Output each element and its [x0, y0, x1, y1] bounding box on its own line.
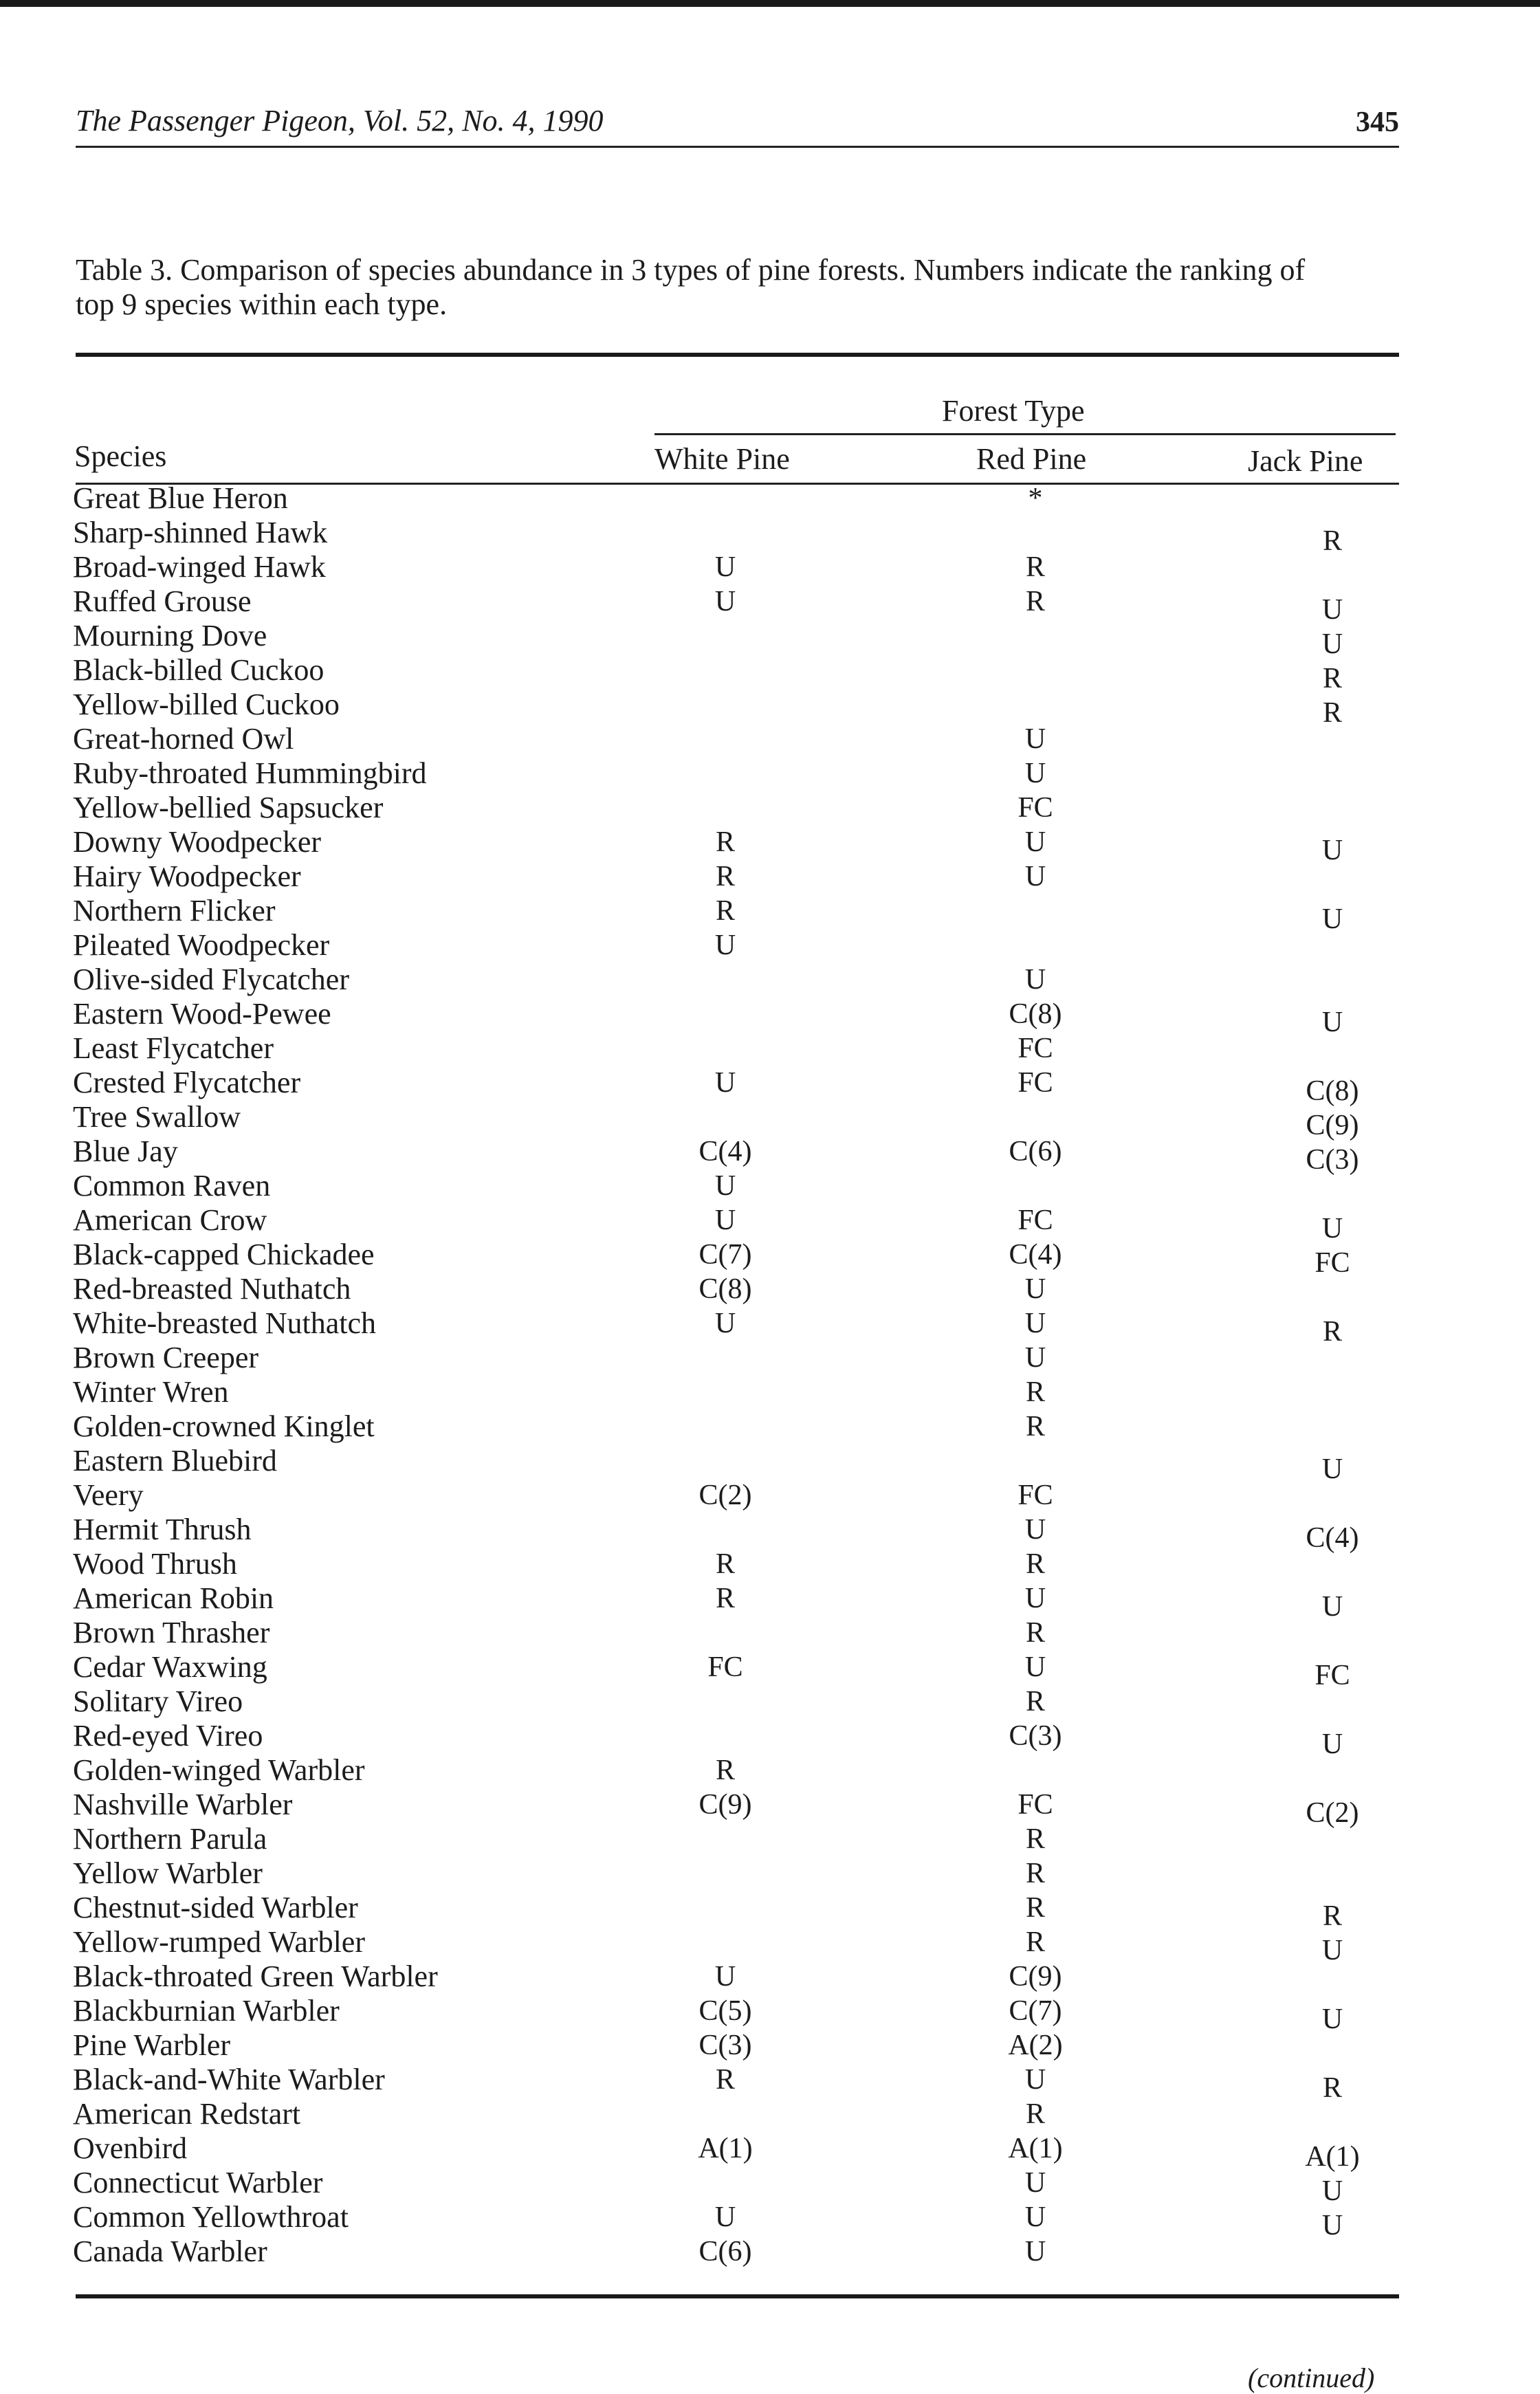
species-name: Winter Wren — [73, 1375, 229, 1409]
table-row — [0, 1444, 1540, 1485]
white-pine-cell: R — [715, 826, 735, 858]
table-row — [0, 516, 1540, 557]
red-pine-cell: U — [1024, 861, 1046, 892]
red-pine-cell: A(2) — [1008, 2030, 1063, 2061]
table-row — [0, 1650, 1540, 1691]
jack-pine-cell: R — [1322, 2072, 1342, 2104]
table-row — [0, 1581, 1540, 1623]
table-row — [0, 1134, 1540, 1176]
table-row — [0, 619, 1540, 660]
table-row — [0, 722, 1540, 756]
species-name: Veery — [73, 1478, 144, 1512]
species-name: Red-breasted Nuthatch — [73, 1272, 351, 1306]
table-row — [0, 1272, 1540, 1306]
table-row — [0, 756, 1540, 791]
species-name: Pine Warbler — [73, 2028, 231, 2062]
red-pine-cell: C(8) — [1009, 998, 1062, 1030]
table-row — [0, 1719, 1540, 1760]
table-row — [0, 481, 1540, 516]
species-name: Wood Thrush — [73, 1547, 237, 1581]
white-pine-cell: R — [715, 1583, 735, 1614]
species-name: Black-capped Chickadee — [73, 1238, 375, 1271]
table-row — [0, 1684, 1540, 1719]
table-row — [0, 688, 1540, 729]
table-row — [0, 1375, 1540, 1409]
jack-pine-cell: U — [1321, 628, 1343, 660]
table-row — [0, 1409, 1540, 1444]
species-name: Nashville Warbler — [73, 1788, 293, 1821]
table-row — [0, 1788, 1540, 1829]
species-name: Least Flycatcher — [73, 1031, 274, 1065]
red-pine-cell: U — [1024, 1308, 1046, 1339]
species-name: Yellow-rumped Warbler — [73, 1925, 365, 1959]
jack-pine-cell: U — [1321, 835, 1343, 866]
red-pine-cell: R — [1025, 1858, 1045, 1889]
white-pine-cell: FC — [707, 1651, 743, 1683]
table-row — [0, 859, 1540, 894]
table-caption: Table 3. Comparison of species abundance in 3 types of pine forests. Numbers indicate the ranking of top 9 species within each type. — [76, 253, 1306, 321]
table-row — [0, 1100, 1540, 1141]
jack-pine-cell: U — [1321, 2003, 1343, 2035]
species-name: Great-horned Owl — [73, 722, 294, 756]
species-name: Black-and-White Warbler — [73, 2063, 385, 2096]
species-name: Pileated Woodpecker — [73, 928, 330, 962]
journal-title: The Passenger Pigeon, Vol. 52, No. 4, 1990 — [76, 104, 604, 138]
jack-pine-cell: R — [1322, 1316, 1342, 1348]
jack-pine-cell: U — [1321, 1453, 1343, 1485]
species-name: Golden-winged Warbler — [73, 1753, 365, 1787]
red-pine-cell: C(7) — [1009, 1995, 1062, 2027]
red-pine-cell: R — [1025, 1926, 1045, 1958]
white-pine-cell: C(8) — [698, 1273, 752, 1305]
table-row — [0, 1891, 1540, 1932]
white-pine-cell: C(5) — [698, 1995, 752, 2027]
species-name: Eastern Bluebird — [73, 1444, 277, 1478]
red-pine-column-header: Red Pine — [976, 442, 1087, 476]
species-name: Solitary Vireo — [73, 1684, 243, 1718]
page-number: 345 — [1356, 107, 1399, 138]
jack-pine-cell: U — [1321, 1728, 1343, 1760]
table-row — [0, 1822, 1540, 1856]
red-pine-cell: * — [1028, 483, 1043, 514]
table-row — [0, 2234, 1540, 2269]
jack-pine-cell: U — [1321, 594, 1343, 626]
table-bottom-rule — [76, 2294, 1399, 2298]
species-name: Common Raven — [73, 1169, 271, 1203]
red-pine-cell: R — [1025, 551, 1045, 583]
red-pine-cell: U — [1024, 2064, 1046, 2096]
white-pine-cell: R — [715, 861, 735, 892]
red-pine-cell: FC — [1018, 1067, 1053, 1099]
species-name: Yellow Warbler — [73, 1856, 263, 1890]
table-row — [0, 791, 1540, 825]
red-pine-cell: U — [1024, 2236, 1046, 2267]
jack-pine-cell: R — [1322, 1900, 1342, 1932]
jack-pine-cell: U — [1321, 1935, 1343, 1966]
red-pine-cell: U — [1024, 723, 1046, 755]
jack-pine-cell: U — [1321, 1213, 1343, 1244]
jack-pine-column-header: Jack Pine — [1248, 444, 1363, 478]
white-pine-column-header: White Pine — [654, 442, 790, 476]
red-pine-cell: FC — [1018, 792, 1053, 824]
species-name: Chestnut-sided Warbler — [73, 1891, 358, 1924]
red-pine-cell: R — [1025, 1617, 1045, 1649]
jack-pine-cell: C(9) — [1306, 1110, 1359, 1141]
red-pine-cell: R — [1025, 2098, 1045, 2130]
table-row — [0, 1856, 1540, 1891]
white-pine-cell: U — [714, 551, 736, 583]
species-name: Sharp-shinned Hawk — [73, 516, 328, 549]
species-name: Olive-sided Flycatcher — [73, 963, 349, 996]
white-pine-cell: U — [714, 1067, 736, 1099]
white-pine-cell: U — [714, 2201, 736, 2233]
red-pine-cell: A(1) — [1008, 2133, 1063, 2164]
species-name: Yellow-billed Cuckoo — [73, 688, 340, 721]
red-pine-cell: C(3) — [1009, 1720, 1062, 1752]
species-name: Hermit Thrush — [73, 1513, 252, 1546]
jack-pine-cell: R — [1322, 525, 1342, 557]
jack-pine-cell: C(8) — [1306, 1075, 1359, 1107]
table-row — [0, 928, 1540, 963]
red-pine-cell: C(6) — [1009, 1136, 1062, 1167]
white-pine-cell: C(2) — [698, 1480, 752, 1511]
table-row — [0, 1994, 1540, 2035]
species-name: Golden-crowned Kinglet — [73, 1409, 375, 1443]
jack-pine-cell: FC — [1314, 1247, 1350, 1279]
jack-pine-cell: A(1) — [1305, 2141, 1360, 2173]
species-name: Tree Swallow — [73, 1100, 241, 1134]
red-pine-cell: FC — [1018, 1033, 1053, 1064]
species-name: Ovenbird — [73, 2131, 188, 2165]
red-pine-cell: U — [1024, 1514, 1046, 1546]
red-pine-cell: U — [1024, 1342, 1046, 1374]
species-name: Hairy Woodpecker — [73, 859, 301, 893]
jack-pine-cell: C(3) — [1306, 1144, 1359, 1176]
table-row — [0, 894, 1540, 935]
species-name: Black-billed Cuckoo — [73, 653, 324, 687]
white-pine-cell: U — [714, 1205, 736, 1236]
table-row — [0, 2063, 1540, 2104]
white-pine-cell: R — [715, 1755, 735, 1786]
white-pine-cell: R — [715, 1548, 735, 1580]
white-pine-cell: A(1) — [698, 2133, 753, 2164]
red-pine-cell: R — [1025, 1411, 1045, 1442]
white-pine-cell: U — [714, 930, 736, 961]
white-pine-cell: C(6) — [698, 2236, 752, 2267]
red-pine-cell: FC — [1018, 1480, 1053, 1511]
jack-pine-cell: U — [1321, 2175, 1343, 2207]
table-row — [0, 1169, 1540, 1203]
table-row — [0, 1478, 1540, 1513]
red-pine-cell: U — [1024, 758, 1046, 789]
table-row — [0, 653, 1540, 694]
species-name: Downy Woodpecker — [73, 825, 322, 859]
table-row — [0, 2166, 1540, 2207]
scan-top-edge — [0, 0, 1540, 7]
jack-pine-cell: U — [1321, 2210, 1343, 2241]
species-name: Ruffed Grouse — [73, 584, 252, 618]
red-pine-cell: R — [1025, 1548, 1045, 1580]
jack-pine-cell: C(2) — [1306, 1797, 1359, 1829]
red-pine-cell: U — [1024, 964, 1046, 996]
species-name: Ruby-throated Hummingbird — [73, 756, 427, 790]
white-pine-cell: C(4) — [698, 1136, 752, 1167]
table-top-rule — [76, 353, 1399, 357]
red-pine-cell: U — [1024, 1273, 1046, 1305]
species-name: Brown Thrasher — [73, 1616, 270, 1649]
jack-pine-cell: U — [1321, 1007, 1343, 1038]
jack-pine-cell: C(4) — [1306, 1522, 1359, 1554]
white-pine-cell: U — [714, 1308, 736, 1339]
jack-pine-cell: U — [1321, 1591, 1343, 1623]
forest-type-rule — [654, 433, 1396, 435]
white-pine-cell: U — [714, 1170, 736, 1202]
table-row — [0, 1031, 1540, 1066]
species-name: Broad-winged Hawk — [73, 550, 326, 584]
running-head — [76, 103, 1399, 147]
forest-type-header: Forest Type — [942, 394, 1085, 428]
species-name: Northern Flicker — [73, 894, 276, 927]
species-name: American Redstart — [73, 2097, 301, 2131]
jack-pine-cell: R — [1322, 663, 1342, 694]
table-row — [0, 1306, 1540, 1348]
species-name: Blackburnian Warbler — [73, 1994, 340, 2028]
species-name: Canada Warbler — [73, 2234, 267, 2268]
red-pine-cell: U — [1024, 2201, 1046, 2233]
white-pine-cell: C(3) — [698, 2030, 752, 2061]
species-name: Yellow-bellied Sapsucker — [73, 791, 384, 824]
species-name: American Crow — [73, 1203, 267, 1237]
table-row — [0, 584, 1540, 626]
table-row — [0, 1547, 1540, 1581]
red-pine-cell: R — [1025, 586, 1045, 617]
continued-note: (continued) — [1248, 2362, 1375, 2393]
white-pine-cell: U — [714, 1961, 736, 1992]
species-name: White-breasted Nuthatch — [73, 1306, 377, 1340]
table-row — [0, 1925, 1540, 1966]
red-pine-cell: R — [1025, 1823, 1045, 1855]
table-row — [0, 2097, 1540, 2131]
jack-pine-cell: FC — [1314, 1660, 1350, 1691]
species-name: Black-throated Green Warbler — [73, 1959, 438, 1993]
species-name: American Robin — [73, 1581, 274, 1615]
table-row — [0, 1513, 1540, 1554]
table-row — [0, 1238, 1540, 1279]
white-pine-cell: U — [714, 586, 736, 617]
red-pine-cell: U — [1024, 1651, 1046, 1683]
red-pine-cell: C(4) — [1009, 1239, 1062, 1271]
table-row — [0, 997, 1540, 1038]
red-pine-cell: U — [1024, 826, 1046, 858]
species-name: Mourning Dove — [73, 619, 267, 652]
table-row — [0, 1959, 1540, 1994]
table-row — [0, 2028, 1540, 2063]
table-row — [0, 2131, 1540, 2173]
red-pine-cell: R — [1025, 1686, 1045, 1717]
red-pine-cell: FC — [1018, 1205, 1053, 1236]
red-pine-cell: U — [1024, 1583, 1046, 1614]
white-pine-cell: C(9) — [698, 1789, 752, 1821]
species-name: Northern Parula — [73, 1822, 267, 1856]
species-name: Brown Creeper — [73, 1341, 259, 1374]
table-row — [0, 825, 1540, 866]
species-column-header: Species — [74, 439, 167, 473]
species-name: Eastern Wood-Pewee — [73, 997, 331, 1031]
white-pine-cell: R — [715, 2064, 735, 2096]
jack-pine-cell: R — [1322, 697, 1342, 729]
species-name: Crested Flycatcher — [73, 1066, 301, 1099]
table-row — [0, 963, 1540, 997]
red-pine-cell: R — [1025, 1892, 1045, 1924]
table-row — [0, 1616, 1540, 1650]
white-pine-cell: R — [715, 895, 735, 927]
species-name: Great Blue Heron — [73, 481, 288, 515]
white-pine-cell: C(7) — [698, 1239, 752, 1271]
species-name: Blue Jay — [73, 1134, 178, 1168]
red-pine-cell: R — [1025, 1376, 1045, 1408]
table-row — [0, 1203, 1540, 1244]
species-name: Red-eyed Vireo — [73, 1719, 263, 1753]
table-row — [0, 1066, 1540, 1107]
species-name: Connecticut Warbler — [73, 2166, 323, 2199]
header-rule — [76, 146, 1399, 148]
red-pine-cell: FC — [1018, 1789, 1053, 1821]
red-pine-cell: C(9) — [1009, 1961, 1062, 1992]
jack-pine-cell: U — [1321, 903, 1343, 935]
red-pine-cell: U — [1024, 2167, 1046, 2199]
table-row — [0, 550, 1540, 584]
species-name: Cedar Waxwing — [73, 1650, 267, 1684]
table-row — [0, 1341, 1540, 1375]
table-row — [0, 1753, 1540, 1788]
table-row — [0, 2200, 1540, 2241]
species-name: Common Yellowthroat — [73, 2200, 349, 2234]
